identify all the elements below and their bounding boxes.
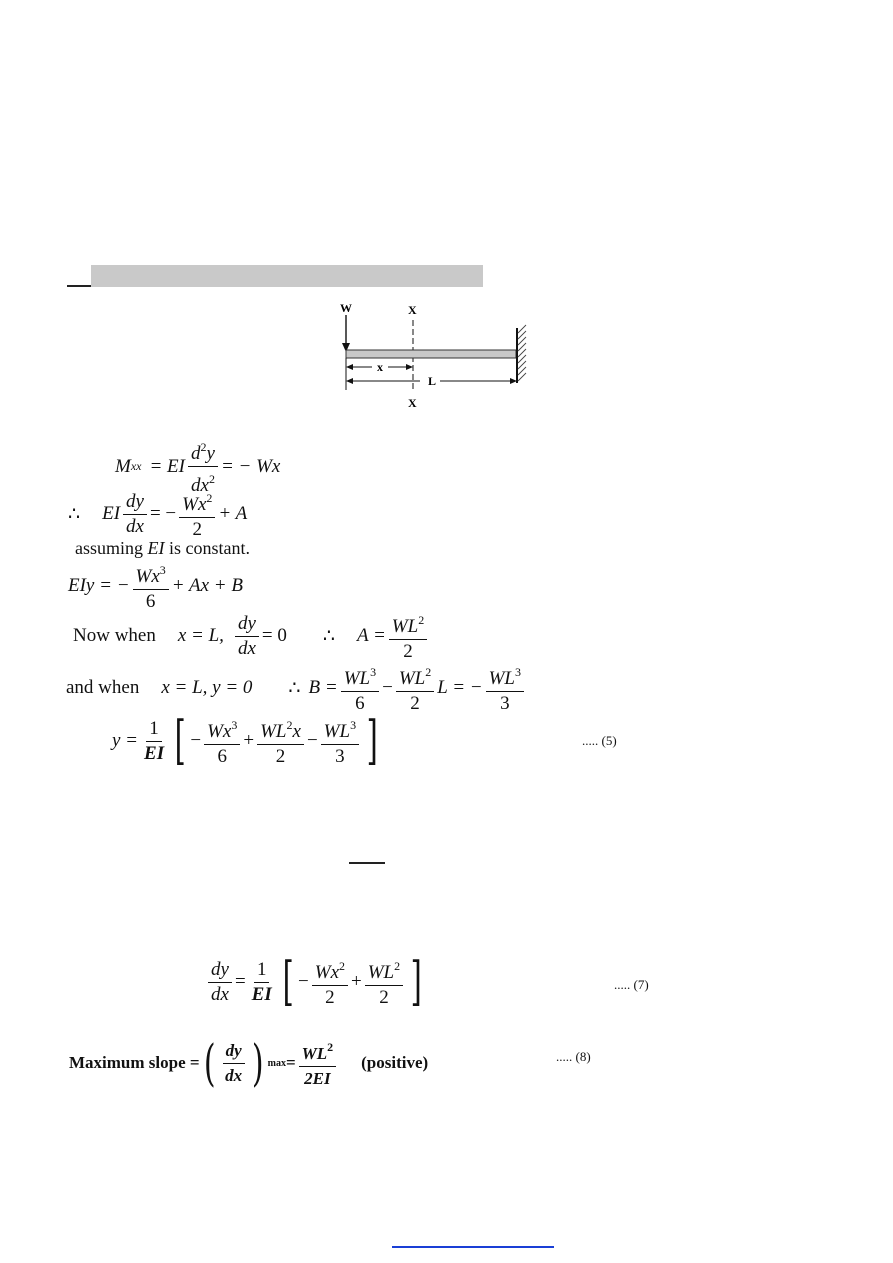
- equation-boundary-slope: Now when x = L, $\frac{dy}{dx}$ = 0 ∴ A = $\frac{WL^2}{2}$: [73, 609, 430, 663]
- equation-slope-final: $\frac{dy}{dx}$ = $\frac{1}{EI}$ [ − $\frac{Wx^2}{2}$ + $\frac{WL^2}{2}$ ]: [205, 955, 426, 1009]
- text-underline-mark: [349, 862, 385, 864]
- load-label: W: [340, 301, 352, 315]
- equation-moment: M xx = EI $\frac{d^2y}{dx^2}$ = − Wx: [115, 436, 280, 497]
- equation-number-5: ..... (5): [582, 733, 617, 748]
- equation-number-8: ..... (8): [556, 1049, 591, 1064]
- dim-x-arrow-left: [346, 364, 353, 370]
- dim-x-label: x: [377, 360, 383, 374]
- assumption-text: assuming EI is constant.: [75, 538, 251, 558]
- footer-link-underline[interactable]: [392, 1246, 554, 1248]
- section-label-bottom: X: [408, 396, 417, 410]
- dim-L-arrow-right: [510, 378, 517, 384]
- equation-max-slope: Maximum slope = ( $\frac{dy}{dx}$ ) max = $\frac{WL^2}{2EI}$ (positive): [69, 1034, 429, 1092]
- heading-underline: [67, 285, 91, 287]
- wall-hatch: [518, 325, 526, 381]
- cantilever-diagram: [330, 295, 540, 420]
- dim-x-arrow-right: [406, 364, 413, 370]
- equation-boundary-deflection: and when x = L, y = 0 ∴ B = $\frac{WL^3}{6}$ − $\frac{WL^2}{2}$ L = − $\frac{WL^3}{3}$: [66, 661, 527, 715]
- section-label-top: X: [408, 303, 417, 317]
- equation-number-7: ..... (7): [614, 977, 649, 992]
- heading-highlight-bar: [91, 265, 483, 287]
- equation-deflection-final: y = $\frac{1}{EI}$ [ − $\frac{Wx^3}{6}$ + $\frac{WL^2x}{2}$ − $\frac{WL^3}{3}$ ]: [112, 711, 378, 771]
- equation-deflection-integral: EIy = − $\frac{Wx^3}{6}$ + Ax + B: [68, 559, 243, 613]
- equation-slope-integral: ∴ EI $\frac{dy}{dx}$ = − $\frac{Wx^2}{2}$ + A: [68, 487, 247, 541]
- dim-L-arrow-left: [346, 378, 353, 384]
- beam: [346, 350, 516, 358]
- dim-L-label: L: [428, 374, 437, 388]
